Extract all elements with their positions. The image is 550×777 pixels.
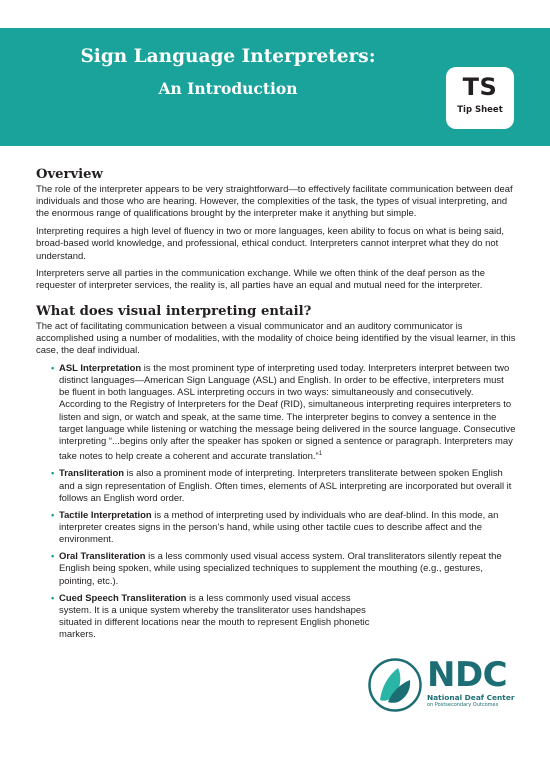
ndc-logo — [368, 657, 518, 713]
overview-paragraph: Interpreting requires a high level of fluency in two or more languages, keen ability to focus on what is being said, broad-based world knowledge, and professional, ethical conduct. Interpreters cannot interpret what they do not understand. — [36, 226, 504, 262]
logo-acronym: NDC — [427, 655, 508, 695]
main-content — [36, 166, 516, 646]
visual-interpreting-heading: What does visual interpreting entail? — [36, 303, 312, 319]
list-item — [51, 510, 516, 547]
list-item-term: Cued Speech Transliteration — [59, 592, 187, 604]
list-item-term: Tactile Interpretation — [59, 509, 152, 521]
tip-sheet-badge — [446, 67, 514, 129]
overview-heading: Overview — [36, 167, 103, 182]
badge-label: Tip Sheet — [457, 105, 503, 115]
page-title: Sign Language Interpreters: — [80, 46, 376, 67]
title-block — [0, 45, 456, 99]
overview-paragraph: Interpreters serve all parties in the communication exchange. While we often think of the deaf person as the requester of interpreter services, the reality is, all parties have an equal and mutual need for the interpreter. — [36, 268, 486, 292]
list-item — [51, 551, 516, 588]
list-item-term: Oral Transliteration — [59, 551, 146, 563]
ndc-leaf-icon — [368, 658, 422, 712]
list-item-text: is a less commonly used visual access system. Oral transliterators silently repeat the English being spoken, while using specialized techniques to supplement the mouthing (e.g., gestures, pointing, etc.). — [59, 551, 502, 587]
list-item — [51, 468, 516, 505]
overview-paragraph: The role of the interpreter appears to be very straightforward—to effectively facilitate communication between deaf individuals and those who are hearing. However, the complexities of the task, the types of visual interpreting, and the enormous range of qualifications brought by the interpreter make it anything but simple. — [36, 184, 513, 220]
logo-name: National Deaf Center — [427, 693, 515, 702]
list-item-text: is a method of interpreting used by individuals who are deaf-blind. In this mode, an interpreter creates signs in the person’s hand, while using other tactile cues to describe affect and the environment. — [59, 509, 499, 546]
list-item-text: is the most prominent type of interpreting used today. Interpreters interpret between two distinct languages—American Sign Language (ASL) and English. In order to be effective, interpreters must be fluent in both languages. ASL interpreting occurs in two ways: simultaneously and consecutively. According to the Registry of Interpreters for the Deaf (RID), simultaneous interpreting requires interpreters to listen and sign, or watch and speak, at the same time. The interpreter begins to convey a sentence in the target language while listening or watching the message being delivered in the source language. Consecutive interpreting “...begins only after the speaker has spoken or signed a sentence or paragraph. Interpreters may take notes to help create a coherent and accurate translation.” — [59, 362, 516, 463]
modality-list — [36, 363, 516, 642]
page-subtitle: An Introduction — [158, 79, 298, 98]
list-item-text: is also a prominent mode of interpreting. Interpreters transliterate between spoken English and a sign representation of English. Often times, elements of ASL interpreting are incorporated but overall it follows an English word order. — [59, 468, 512, 504]
list-item-term: ASL Interpretation — [59, 362, 142, 374]
list-item — [51, 363, 516, 464]
visual-intro-paragraph: The act of facilitating communication between a visual communicator and an auditory communicator is accomplished using a number of modalities, with the modality of choice being identified by the visual learner, in this case, the deaf individual. — [36, 320, 516, 357]
badge-code: TS — [462, 73, 498, 101]
logo-tagline: on Postsecondary Outcomes — [427, 702, 499, 708]
list-item-term: Transliteration — [59, 468, 125, 480]
footnote-marker: 1 — [318, 451, 323, 458]
list-item-text: is a less commonly used visual access system. It is a unique system whereby the transliterator uses handshapes situated in different locations near the mouth to represent English phonetic markers. — [59, 592, 370, 641]
list-item — [51, 593, 381, 642]
